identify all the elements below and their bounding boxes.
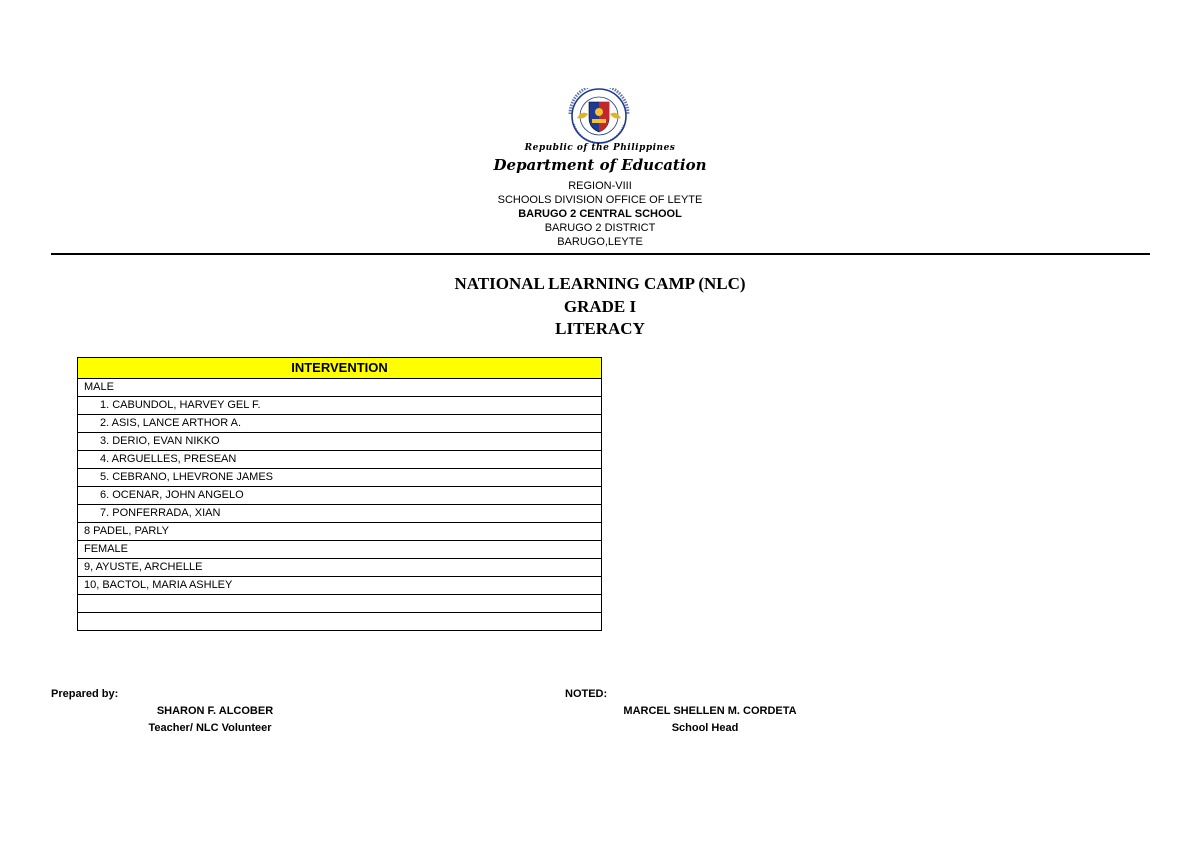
table-row: [78, 415, 602, 433]
learner-name: 2. ASIS, LANCE ARTHOR A.: [78, 415, 602, 433]
male-group-label: MALE: [78, 379, 602, 397]
table-row: [78, 451, 602, 469]
deped-seal-logo: [562, 88, 636, 144]
preparer-name: SHARON F. ALCOBER: [156, 705, 274, 717]
learner-name: 10, BACTOL, MARIA ASHLEY: [78, 577, 602, 595]
empty-cell: [78, 595, 602, 613]
female-group-label: FEMALE: [78, 541, 602, 559]
subject-title: LITERACY: [555, 319, 645, 338]
preparer-role: Teacher/ NLC Volunteer: [148, 722, 272, 734]
learner-name: 7. PONFERRADA, XIAN: [78, 505, 602, 523]
prepared-by-label: Prepared by:: [51, 688, 119, 700]
learner-name: 4. ARGUELLES, PRESEAN: [78, 451, 602, 469]
noted-label: NOTED:: [565, 688, 608, 700]
town-text: BARUGO,LEYTE: [557, 236, 643, 248]
table-header-row: [78, 358, 602, 379]
region-text: REGION-VIII: [568, 180, 632, 192]
republic-text: Republic of the Philippines: [524, 143, 676, 153]
division-text: SCHOOLS DIVISION OFFICE OF LEYTE: [497, 194, 703, 206]
document-title: NATIONAL LEARNING CAMP (NLC): [454, 274, 746, 293]
table-row: [78, 433, 602, 451]
district-text: BARUGO 2 DISTRICT: [544, 222, 656, 234]
school-name: BARUGO 2 CENTRAL SCHOOL: [518, 208, 682, 220]
table-row: [78, 577, 602, 595]
empty-cell: [78, 613, 602, 631]
table-row: [78, 523, 602, 541]
table-row: [78, 379, 602, 397]
learner-name: 6. OCENAR, JOHN ANGELO: [78, 487, 602, 505]
table-row: [78, 505, 602, 523]
grade-title: GRADE I: [563, 297, 637, 316]
school-head-name: MARCEL SHELLEN M. CORDETA: [623, 705, 797, 717]
table-row: [78, 595, 602, 613]
header-divider: [51, 253, 1150, 255]
intervention-header: INTERVENTION: [78, 358, 602, 379]
learner-name: 9, AYUSTE, ARCHELLE: [78, 559, 602, 577]
learner-name: 8 PADEL, PARLY: [78, 523, 602, 541]
table-row: [78, 469, 602, 487]
learner-name: 3. DERIO, EVAN NIKKO: [78, 433, 602, 451]
learner-name: 1. CABUNDOL, HARVEY GEL F.: [78, 397, 602, 415]
learner-name: 5. CEBRANO, LHEVRONE JAMES: [78, 469, 602, 487]
table-row: [78, 613, 602, 631]
school-head-role: School Head: [671, 722, 739, 734]
table-row: [78, 559, 602, 577]
table-row: [78, 541, 602, 559]
table-row: [78, 397, 602, 415]
intervention-table: [77, 357, 602, 631]
department-name: Department of Education: [493, 156, 707, 174]
table-row: [78, 487, 602, 505]
